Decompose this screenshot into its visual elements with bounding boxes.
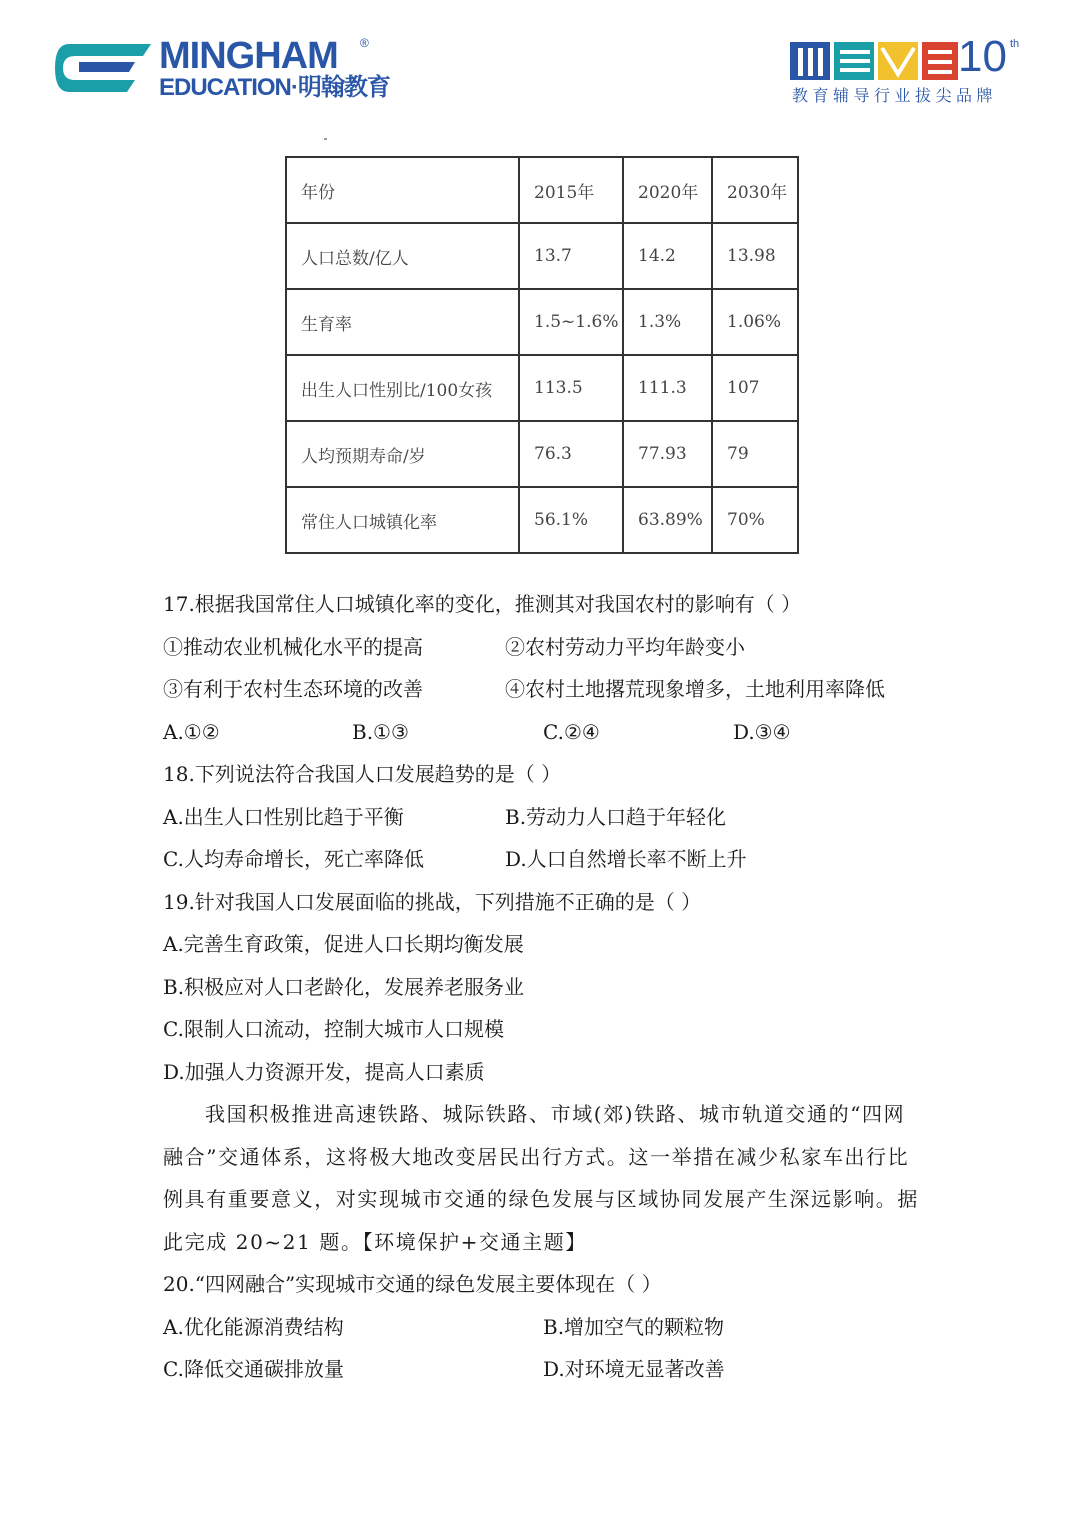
q19-option-d: D.加强人力资源开发，提高人口素质: [163, 1060, 485, 1084]
q20-option-b: B.增加空气的颗粒物: [543, 1315, 725, 1339]
table-cell: 77.93: [623, 421, 712, 487]
q17-item-2: ②农村劳动力平均年龄变小: [505, 635, 745, 659]
q19-option-c: C.限制人口流动，控制大城市人口规模: [163, 1017, 504, 1041]
mes-slogan: 教育辅导行业拔尖品牌: [792, 86, 998, 105]
table-header-row: [286, 157, 798, 223]
q17-option-d: D.③④: [733, 720, 791, 744]
table-cell: 2015年: [519, 157, 623, 223]
speck: [324, 138, 327, 140]
registered-mark: ®: [360, 36, 369, 50]
passage-line-4: 此完成 20~21 题。【环境保护+交通主题】: [163, 1230, 587, 1254]
table-cell: 常住人口城镇化率: [286, 487, 519, 553]
mes-10th-logo: [790, 32, 1030, 110]
table-cell: 63.89%: [623, 487, 712, 553]
population-table: [285, 156, 799, 554]
passage-line-3: 例具有重要意义，对实现城市交通的绿色发展与区域协同发展产生深远影响。据: [163, 1187, 919, 1211]
mingham-e-icon: [55, 38, 155, 100]
q17-stem: 17.根据我国常住人口城镇化率的变化，推测其对我国农村的影响有（ ）: [163, 592, 802, 616]
q17-item-1: ①推动农业机械化水平的提高: [163, 635, 423, 659]
table-row: [286, 223, 798, 289]
q18-option-a: A.出生人口性别比趋于平衡: [163, 805, 404, 829]
q17-item-4: ④农村土地撂荒现象增多，土地利用率降低: [505, 677, 885, 701]
q19-stem: 19.针对我国人口发展面临的挑战，下列措施不正确的是（ ）: [163, 890, 702, 914]
table-cell: 76.3: [519, 421, 623, 487]
brand-name: MINGHAM: [159, 35, 338, 77]
table-cell: 2020年: [623, 157, 712, 223]
mes-blocks-icon: [790, 38, 958, 82]
table-cell: 2030年: [712, 157, 798, 223]
q18-stem: 18.下列说法符合我国人口发展趋势的是（ ）: [163, 762, 562, 786]
q20-stem: 20.“四网融合”实现城市交通的绿色发展主要体现在（ ）: [163, 1272, 662, 1296]
q18-option-b: B.劳动力人口趋于年轻化: [505, 805, 727, 829]
mingham-logo: [55, 36, 415, 106]
table-cell: 107: [712, 355, 798, 421]
q17-item-3: ③有利于农村生态环境的改善: [163, 677, 423, 701]
table-cell: 13.98: [712, 223, 798, 289]
tenth-suffix: th: [1010, 38, 1020, 50]
brand-subtitle: EDUCATION·明翰教育: [159, 74, 390, 101]
table-cell: 1.5~1.6%: [519, 289, 623, 355]
q17-option-c: C.②④: [543, 720, 600, 744]
table-row: [286, 421, 798, 487]
table-cell: 13.7: [519, 223, 623, 289]
table-cell: 生育率: [286, 289, 519, 355]
q20-option-d: D.对环境无显著改善: [543, 1357, 725, 1381]
table-cell: 14.2: [623, 223, 712, 289]
table-cell: 1.3%: [623, 289, 712, 355]
table-cell: 113.5: [519, 355, 623, 421]
table-cell: 人口总数/亿人: [286, 223, 519, 289]
q19-option-b: B.积极应对人口老龄化，发展养老服务业: [163, 975, 525, 999]
passage-line-1: 我国积极推进高速铁路、城际铁路、市域(郊)铁路、城市轨道交通的“四网: [205, 1102, 906, 1126]
table-cell: 1.06%: [712, 289, 798, 355]
q20-option-c: C.降低交通碳排放量: [163, 1357, 344, 1381]
q18-option-d: D.人口自然增长率不断上升: [505, 847, 747, 871]
table-cell: 人均预期寿命/岁: [286, 421, 519, 487]
q17-option-a: A.①②: [163, 720, 220, 744]
table-cell: 79: [712, 421, 798, 487]
passage-line-2: 融合”交通体系，这将极大地改变居民出行方式。这一举措在减少私家车出行比: [163, 1145, 910, 1169]
table-cell: 56.1%: [519, 487, 623, 553]
tenth-number: 10: [958, 32, 1007, 81]
q17-option-b: B.①③: [352, 720, 409, 744]
q19-option-a: A.完善生育政策，促进人口长期均衡发展: [163, 932, 524, 956]
table-cell: 70%: [712, 487, 798, 553]
q18-option-c: C.人均寿命增长，死亡率降低: [163, 847, 424, 871]
table-cell: 111.3: [623, 355, 712, 421]
table-row: [286, 355, 798, 421]
q20-option-a: A.优化能源消费结构: [163, 1315, 344, 1339]
table-cell: 年份: [286, 157, 519, 223]
table-row: [286, 289, 798, 355]
table-cell: 出生人口性别比/100女孩: [286, 355, 519, 421]
table-row: [286, 487, 798, 553]
